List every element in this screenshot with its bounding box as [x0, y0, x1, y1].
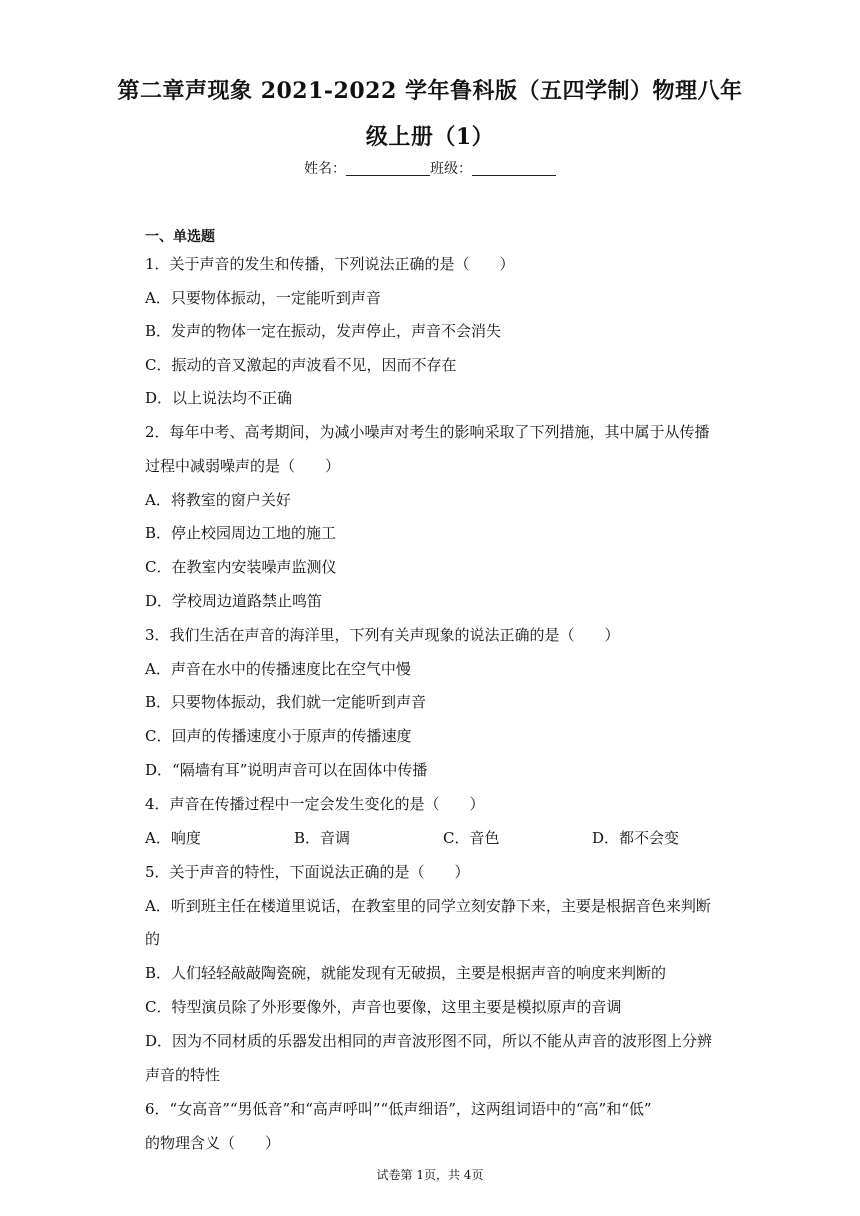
question-2-option-d: D．学校周边道路禁止鸣笛 [145, 592, 323, 610]
question-5-option-a-line-2: 的 [145, 930, 161, 948]
question-2-stem-line-1: 2．每年中考、高考期间，为减小噪声对考生的影响采取了下列措施，其中属于从传播 [145, 423, 710, 441]
question-3-stem: 3．我们生活在声音的海洋里，下列有关声现象的说法正确的是（ ） [145, 626, 620, 644]
question-5-option-d-line-2: 声音的特性 [145, 1066, 221, 1084]
question-1-stem: 1．关于声音的发生和传播，下列说法正确的是（ ） [145, 255, 515, 273]
section-title: 一、单选题 [145, 229, 215, 245]
document-title-line-1: 第二章声现象 2021-2022 学年鲁科版（五四学制）物理八年 [117, 78, 743, 104]
question-4-stem: 4．声音在传播过程中一定会发生变化的是（ ） [145, 795, 485, 813]
question-4-option-d: D．都不会变 [592, 829, 680, 847]
class-blank [472, 161, 556, 176]
question-2-option-a: A．将教室的窗户关好 [145, 491, 291, 509]
question-1-option-c: C．振动的音叉激起的声波看不见，因而不存在 [145, 356, 457, 374]
question-1-option-b: B．发声的物体一定在振动，发声停止，声音不会消失 [145, 322, 502, 340]
question-4-option-a: A．响度 [145, 829, 201, 847]
question-4-option-b: B．音调 [294, 829, 351, 847]
question-5-option-d-line-1: D．因为不同材质的乐器发出相同的声音波形图不同，所以不能从声音的波形图上分辨 [145, 1032, 713, 1050]
question-3-option-c: C．回声的传播速度小于原声的传播速度 [145, 727, 412, 745]
question-5-stem: 5．关于声音的特性，下面说法正确的是（ ） [145, 863, 470, 881]
question-5-option-b: B．人们轻轻敲敲陶瓷碗，就能发现有无破损，主要是根据声音的响度来判断的 [145, 964, 667, 982]
question-2-option-b: B．停止校园周边工地的施工 [145, 524, 337, 542]
question-4-option-c: C．音色 [443, 829, 500, 847]
question-5-option-a-line-1: A．听到班主任在楼道里说话，在教室里的同学立刻安静下来，主要是根据音色来判断 [145, 897, 711, 915]
question-2-option-c: C．在教室内安装噪声监测仪 [145, 558, 337, 576]
question-6-stem-line-1: 6．“女高音”“男低音”和“高声呼叫”“低声细语”，这两组词语中的“高”和“低” [145, 1100, 652, 1118]
name-blank [346, 161, 430, 176]
question-3-option-b: B．只要物体振动，我们就一定能听到声音 [145, 693, 427, 711]
class-label: 班级： [430, 161, 472, 177]
question-1-option-d: D．以上说法均不正确 [145, 389, 293, 407]
question-5-option-c: C．特型演员除了外形要像外，声音也要像，这里主要是模拟原声的音调 [145, 998, 622, 1016]
student-info [0, 158, 860, 178]
name-label: 姓名： [304, 161, 346, 177]
question-3-option-a: A．声音在水中的传播速度比在空气中慢 [145, 660, 411, 678]
question-2-stem-line-2: 过程中减弱噪声的是（ ） [145, 457, 341, 475]
question-1-option-a: A．只要物体振动，一定能听到声音 [145, 289, 381, 307]
question-3-option-d: D．“隔墙有耳”说明声音可以在固体中传播 [145, 761, 428, 779]
question-6-stem-line-2: 的物理含义（ ） [145, 1134, 281, 1152]
document-title-line-2: 级上册（1） [365, 124, 495, 150]
page-footer: 试卷第 1页，共 4页 [376, 1168, 484, 1182]
